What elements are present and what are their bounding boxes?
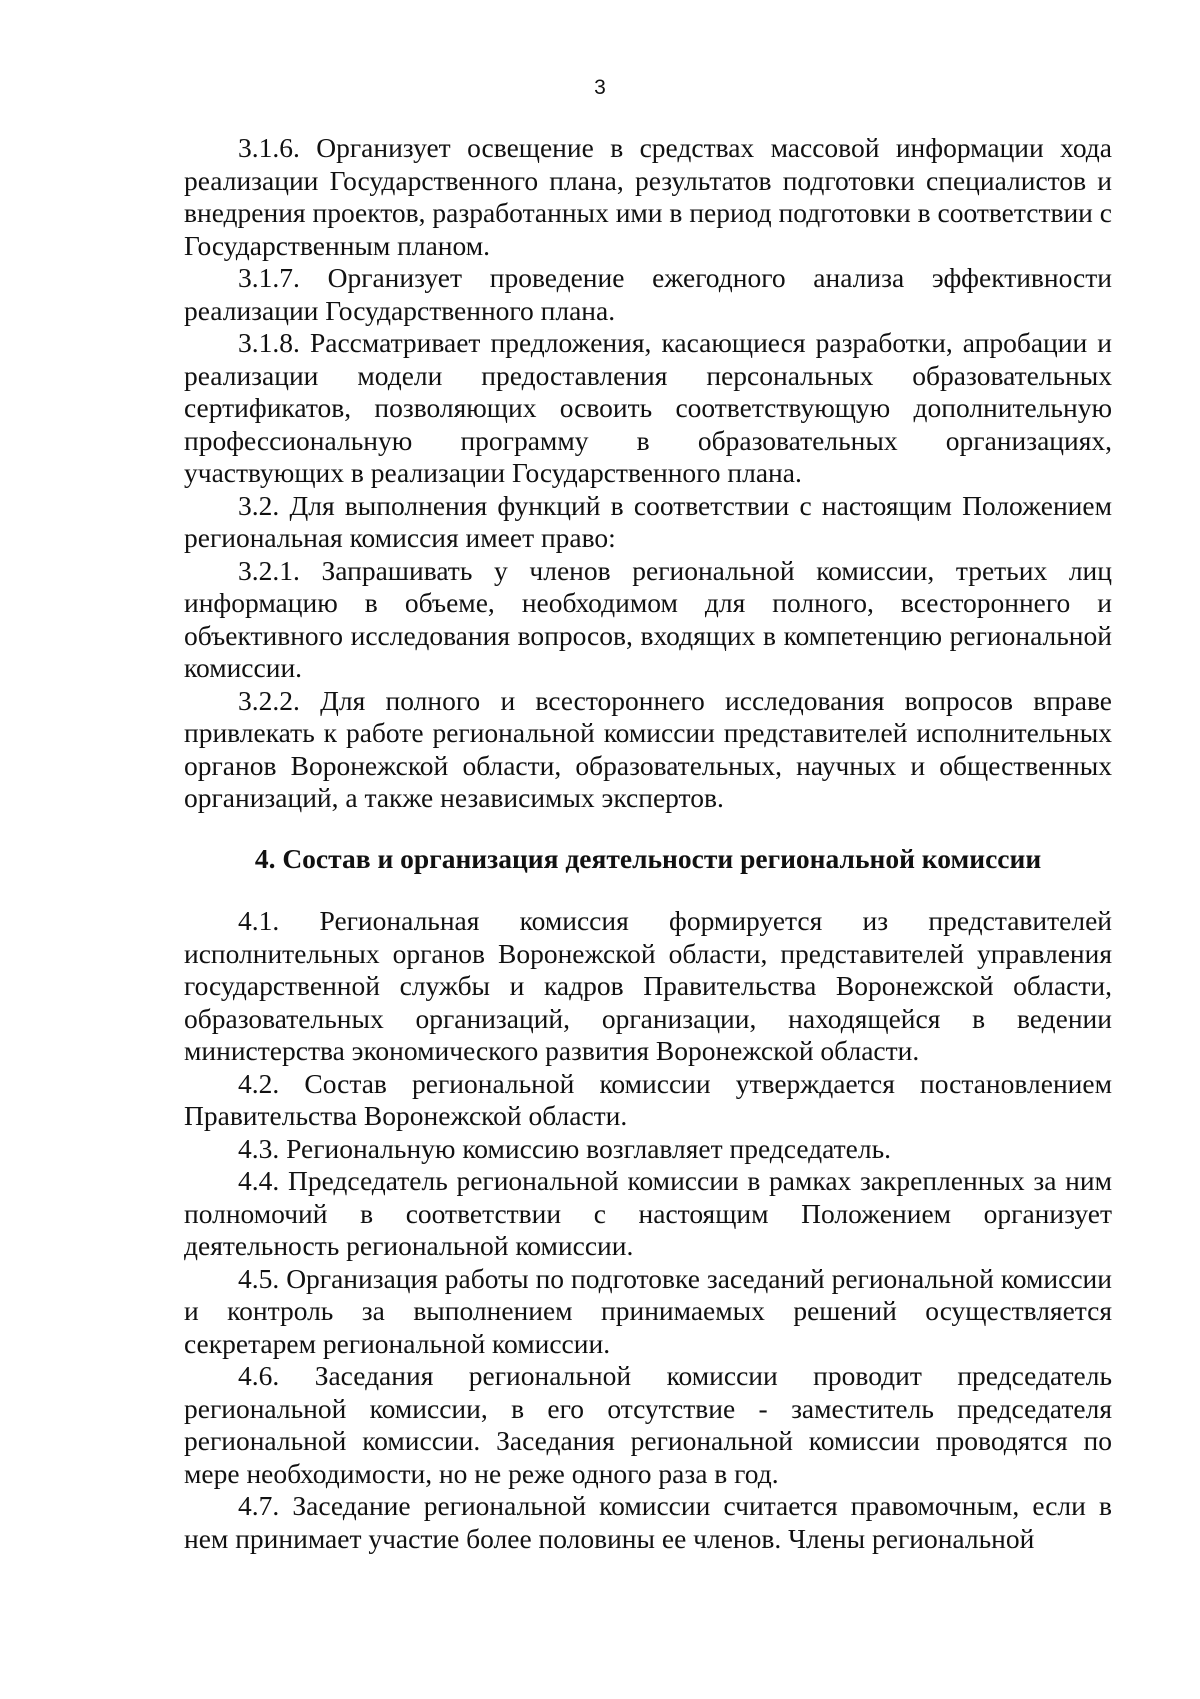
paragraph-3-2-1: 3.2.1. Запрашивать у членов региональной комиссии, третьих лиц информацию в объеме, необходимом для полного, всестороннего и объективного исследования вопросов, входящих в компетенцию региональной комиссии. [184, 554, 1112, 683]
paragraph-3-1-8: 3.1.8. Рассматривает предложения, касающиеся разработки, апробации и реализации модели предоставления персональных образовательных сертификатов, позволяющих освоить соответствующую дополнительную профессиональную программу в образовательных организациях, участвующих в реализации Государственного плана. [184, 327, 1112, 488]
paragraph-4-7: 4.7. Заседание региональной комиссии считается правомочным, если в нем принимает участие более половины ее членов. Члены региональной [184, 1490, 1112, 1554]
paragraph-4-5: 4.5. Организация работы по подготовке заседаний региональной комиссии и контроль за выполнением принимаемых решений осуществляется секретарем региональной комиссии. [184, 1262, 1112, 1359]
paragraph-3-1-6: 3.1.6. Организует освещение в средствах массовой информации хода реализации Государственного плана, результатов подготовки специалистов и внедрения проектов, разработанных ими в период подготовки в соответствии с Государственным планом. [184, 132, 1112, 261]
paragraph-4-1: 4.1. Региональная комиссия формируется из представителей исполнительных органов Воронежской области, представителей управления государственной службы и кадров Правительства Воронежской области, образовательных организаций, организации, находящейся в ведении министерства экономического развития Воронежской области. [184, 905, 1112, 1066]
paragraph-4-4: 4.4. Председатель региональной комиссии в рамках закрепленных за ним полномочий в соответствии с настоящим Положением организует деятельность региональной комиссии. [184, 1165, 1112, 1261]
paragraph-4-6: 4.6. Заседания региональной комиссии проводит председатель региональной комиссии, в его отсутствие - заместитель председателя региональной комиссии. Заседания региональной комиссии проводятся по мере необходимости, но не реже одного раза в год. [184, 1360, 1112, 1489]
section-3-continuation [184, 132, 1112, 815]
paragraph-3-1-7: 3.1.7. Организует проведение ежегодного анализа эффективности реализации Государственного плана. [184, 262, 1112, 326]
paragraph-3-2: 3.2. Для выполнения функций в соответствии с настоящим Положением региональная комиссия имеет право: [184, 489, 1112, 553]
paragraph-3-2-2: 3.2.2. Для полного и всестороннего исследования вопросов вправе привлекать к работе региональной комиссии представителей исполнительных органов Воронежской области, образовательных, научных и общественных организаций, а также независимых экспертов. [184, 684, 1112, 813]
document-body [184, 132, 1112, 1555]
section-4 [184, 905, 1112, 1555]
page-number: 3 [594, 76, 606, 99]
paragraph-4-2: 4.2. Состав региональной комиссии утверждается постановлением Правительства Воронежской области. [184, 1067, 1112, 1131]
paragraph-4-3: 4.3. Региональную комиссию возглавляет председатель. [238, 1132, 892, 1164]
section-4-heading: 4. Состав и организация деятельности региональной комиссии [254, 842, 1042, 874]
